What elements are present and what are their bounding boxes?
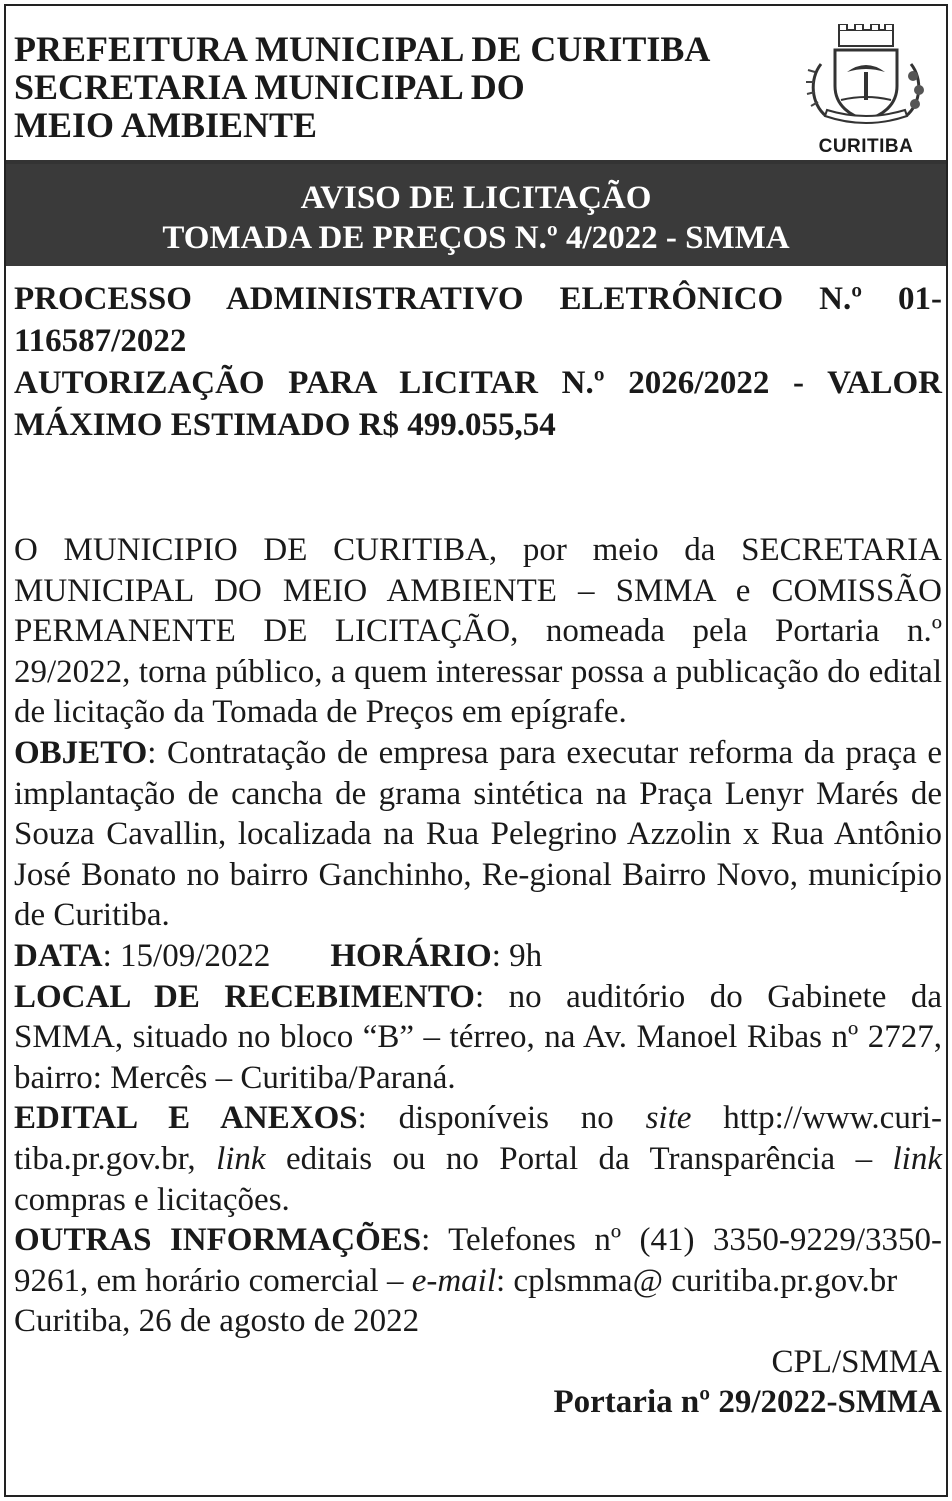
intro-paragraph: O MUNICIPIO DE CURITIBA, por meio da SECRETARIA MUNICIPAL DO MEIO AMBIENTE – SMMA e COMISSÃO PERMANENTE DE LICITAÇÃO, nomeada pela Portaria n.º 29/2022, torna público, a quem interessar possa a publicação do edital de licitação da Tomada de Preços em epígrafe. <box>14 532 942 731</box>
data-value: : 15/09/2022 <box>102 937 271 974</box>
dateline: Curitiba, 26 de agosto de 2022 <box>14 1303 420 1340</box>
edital-text-1: : disponíveis no <box>357 1100 646 1137</box>
logo-caption: CURITIBA <box>818 136 914 157</box>
local-label: LOCAL DE RECEBIMENTO <box>14 978 475 1015</box>
edital-text-4: compras e licitações. <box>14 1181 290 1218</box>
notice-frame <box>4 4 948 1497</box>
email-address: : cplsmma@ curitiba.pr.gov.br <box>496 1262 898 1299</box>
edital-url: http://www.curi-tiba.pr.gov.br, <box>14 1100 942 1177</box>
notice-banner <box>6 164 946 266</box>
outras-label: OUTRAS INFORMAÇÕES <box>14 1222 422 1259</box>
edital-paragraph <box>14 1098 942 1220</box>
outras-phones: : Telefones nº (41) 3350-9229/3350-9261, em horário comercial – <box>14 1222 942 1299</box>
edital-link-word-2: link <box>892 1140 942 1177</box>
local-text: : no auditório do Gabinete da SMMA, situado no bloco “B” – térreo, na Av. Manoel Ribas nº 2727, bairro: Mercês – Curitiba/Paraná. <box>14 978 942 1096</box>
edital-text-3: editais ou no Portal da Transparência – <box>265 1140 893 1177</box>
local-paragraph <box>14 977 942 1099</box>
coat-of-arms-icon <box>801 24 931 132</box>
curitiba-logo <box>801 24 931 159</box>
notice-content <box>14 278 942 1423</box>
objeto-text: : Contratação de empresa para executar reforma da praça e implantação de cancha de grama sintética na Praça Lenyr Marés de Souza Cavallin, localizada na Rua Pelegrino Azzolin x Rua Antônio José Bonato no bairro Ganchinho, Re-gional Bairro Novo, município de Curitiba. <box>14 734 942 934</box>
notice-body <box>14 530 942 1423</box>
header <box>6 6 946 164</box>
authorization-value: AUTORIZAÇÃO PARA LICITAR N.º 2026/2022 - VALOR MÁXIMO ESTIMADO R$ 499.055,54 <box>14 365 942 443</box>
outras-paragraph <box>14 1220 942 1301</box>
data-label: DATA <box>14 937 103 974</box>
horario-value: : 9h <box>491 937 543 974</box>
header-line-3: MEIO AMBIENTE <box>14 105 318 145</box>
email-label: e-mail <box>411 1262 497 1299</box>
header-line-1: PREFEITURA MUNICIPAL DE CURITIBA <box>14 29 711 69</box>
edital-link-word-1: link <box>216 1140 266 1177</box>
header-title <box>14 30 710 144</box>
signature-office: CPL/SMMA <box>771 1343 942 1380</box>
header-line-2: SECRETARIA MUNICIPAL DO <box>14 67 525 107</box>
banner-subtitle: TOMADA DE PREÇOS N.º 4/2022 - SMMA <box>162 220 790 256</box>
banner-title: AVISO DE LICITAÇÃO <box>300 180 652 216</box>
process-block <box>14 278 942 446</box>
objeto-paragraph <box>14 733 942 936</box>
signature-portaria: Portaria nº 29/2022-SMMA <box>553 1384 942 1421</box>
edital-label: EDITAL E ANEXOS <box>14 1100 358 1137</box>
date-time-line <box>14 936 942 977</box>
process-number: PROCESSO ADMINISTRATIVO ELETRÔNICO N.º 01-116587/2022 <box>14 281 942 359</box>
objeto-label: OBJETO <box>14 734 148 771</box>
horario-label: HORÁRIO <box>330 937 492 974</box>
edital-site-word: site <box>645 1100 692 1137</box>
